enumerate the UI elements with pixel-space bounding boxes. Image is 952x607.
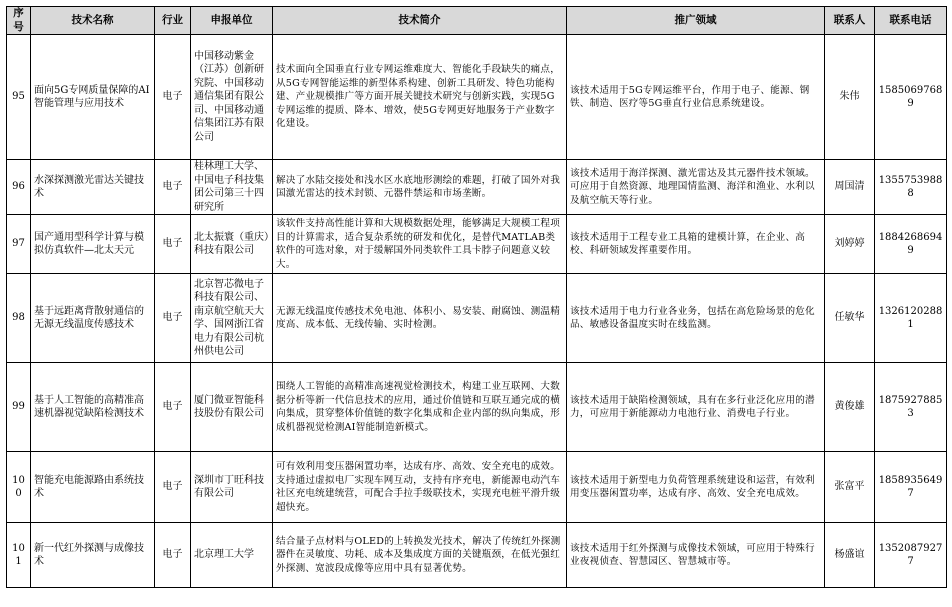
row-unit: 北太振寰（重庆）科技有限公司 xyxy=(191,215,273,274)
row-field: 该技术适用于新型电力负荷管理系统建设和运营，有效利用变压器闲置功率，达成有序、高效、安全充电成效。 xyxy=(567,452,825,523)
row-intro-text: 围绕人工智能的高精准高速视觉检测技术，构建工业互联网、大数据分析等新一代信息技术的应用，通过价值链和互联互通完成的横向集成，贯穿整体价值链的数字化集成和企业内部的纵向集成，形成机器视觉检测AI智能制造新模式。 xyxy=(276,381,561,433)
table-row xyxy=(7,452,947,523)
row-unit: 北京智芯微电子科技有限公司、南京航空航天大学、国网浙江省电力有限公司杭州供电公司 xyxy=(191,274,273,363)
row-contact: 杨盛谊 xyxy=(825,523,875,588)
table-row xyxy=(7,363,947,452)
row-name: 面向5G专网质量保障的AI智能管理与应用技术 xyxy=(31,35,155,160)
row-intro xyxy=(273,215,567,274)
row-intro xyxy=(273,452,567,523)
row-field: 该技术适用于缺陷检测领域，具有在多行业泛化应用的潜力，可应用于新能源动力电池行业、消费电子行业。 xyxy=(567,363,825,452)
header-field: 推广领域 xyxy=(567,7,825,35)
row-field: 该技术适用于5G专网运维平台，作用于电子、能源、钢铁、制造、医疗等5G垂直行业信息系统建设。 xyxy=(567,35,825,160)
row-name: 基于人工智能的高精准高速机器视觉缺陷检测技术 xyxy=(31,363,155,452)
row-phone: 18842686949 xyxy=(875,215,947,274)
header-no: 序号 xyxy=(7,7,31,35)
row-industry: 电子 xyxy=(155,160,191,215)
row-intro xyxy=(273,363,567,452)
row-name: 新一代红外探测与成像技术 xyxy=(31,523,155,588)
row-field: 该技术适用于红外探测与成像技术领域，可应用于特殊行业夜视侦查、智慧园区、智慧城市等。 xyxy=(567,523,825,588)
row-contact: 张富平 xyxy=(825,452,875,523)
row-no: 98 xyxy=(7,274,31,363)
row-industry: 电子 xyxy=(155,452,191,523)
header-name: 技术名称 xyxy=(31,7,155,35)
row-contact: 任敏华 xyxy=(825,274,875,363)
row-phone: 15850697689 xyxy=(875,35,947,160)
row-contact: 周国清 xyxy=(825,160,875,215)
row-contact: 黄俊雄 xyxy=(825,363,875,452)
row-no: 99 xyxy=(7,363,31,452)
row-intro xyxy=(273,274,567,363)
row-phone: 13520879277 xyxy=(875,523,947,588)
table-row xyxy=(7,35,947,160)
row-industry: 电子 xyxy=(155,523,191,588)
row-unit: 深圳市丁旺科技有限公司 xyxy=(191,452,273,523)
row-intro xyxy=(273,35,567,160)
row-name: 智能充电能源路由系统技术 xyxy=(31,452,155,523)
header-unit: 申报单位 xyxy=(191,7,273,35)
table-row xyxy=(7,274,947,363)
header-industry: 行业 xyxy=(155,7,191,35)
row-unit: 桂林理工大学、中国电子科技集团公司第三十四研究所 xyxy=(191,160,273,215)
row-field: 该技术适用于工程专业工具箱的建模计算，在企业、高校、科研领域发挥重要作用。 xyxy=(567,215,825,274)
row-intro-text: 结合量子点材料与OLED的上转换发光技术，解决了传统红外探测器件在灵敏度、功耗、成本及集成度方面的关键瓶颈，在低光强红外探测、宽波段成像等应用中具有显著优势。 xyxy=(276,535,561,574)
row-contact: 刘婷婷 xyxy=(825,215,875,274)
table-row xyxy=(7,523,947,588)
row-intro-text: 无源无线温度传感技术免电池、体积小、易安装、耐腐蚀、测温精度高、成本低、无线传输、实时检测。 xyxy=(276,305,561,330)
header-contact: 联系人 xyxy=(825,7,875,35)
row-industry: 电子 xyxy=(155,215,191,274)
row-intro-text: 该软件支持高性能计算和大规模数据处理，能够满足大规模工程项目的计算需求，适合复杂系统的研发和优化，是替代MATLAB类软件的可选对象，对于缓解国外同类软件工具卡脖子问题意义较大。 xyxy=(276,218,561,270)
row-intro-text: 技术面向全国垂直行业专网运维难度大、智能化手段缺失的痛点，从5G专网智能运维的新型体系构建、创新工具研发、特色功能构建、产业规模推广等方面开展关键技术研究与创新实践，实现5G专网运维的提质、降本、增效，使5G专网更好地服务于产业数字化建设。 xyxy=(276,64,561,130)
table-row xyxy=(7,160,947,215)
row-name: 国产通用型科学计算与模拟仿真软件—北太天元 xyxy=(31,215,155,274)
row-unit: 中国移动紫金（江苏）创新研究院、中国移动通信集团有限公司、中国移动通信集团江苏有限公司 xyxy=(191,35,273,160)
row-no: 100 xyxy=(7,452,31,523)
technology-table xyxy=(6,6,947,588)
row-intro xyxy=(273,160,567,215)
row-unit: 北京理工大学 xyxy=(191,523,273,588)
row-no: 96 xyxy=(7,160,31,215)
row-intro xyxy=(273,523,567,588)
row-no: 95 xyxy=(7,35,31,160)
row-phone: 13557539888 xyxy=(875,160,947,215)
row-contact: 朱伟 xyxy=(825,35,875,160)
row-intro-text: 可有效利用变压器闲置功率，达成有序、高效、安全充电的成效。支持通过虚拟电厂实现车网互动，支持有序充电，新能源电动汽车社区充电统建统营，可配合手拉手级联技术，实现充电桩平滑升级超快充。 xyxy=(276,461,561,513)
header-row xyxy=(7,7,947,35)
row-name: 基于远距离背散射通信的无源无线温度传感技术 xyxy=(31,274,155,363)
row-no: 97 xyxy=(7,215,31,274)
table-row xyxy=(7,215,947,274)
row-industry: 电子 xyxy=(155,35,191,160)
header-phone: 联系电话 xyxy=(875,7,947,35)
row-name: 水深探测激光雷达关键技术 xyxy=(31,160,155,215)
row-phone: 18589356497 xyxy=(875,452,947,523)
row-industry: 电子 xyxy=(155,363,191,452)
header-intro: 技术简介 xyxy=(273,7,567,35)
row-phone: 18759278853 xyxy=(875,363,947,452)
row-industry: 电子 xyxy=(155,274,191,363)
row-unit: 厦门微亚智能科技股份有限公司 xyxy=(191,363,273,452)
row-field: 该技术适用于电力行业各业务，包括在高危险场景的危化品、敏感设备温度实时在线监测。 xyxy=(567,274,825,363)
row-intro-text: 解决了水陆交接处和浅水区水底地形测绘的难题，打破了国外对我国激光雷达的技术封锁、元器件禁运和市场垄断。 xyxy=(276,174,561,199)
row-no: 101 xyxy=(7,523,31,588)
row-field: 该技术适用于海洋探测、激光雷达及其元器件技术领域。可应用于自然资源、地理国情监测、海洋和渔业、水利以及航空航天等行业。 xyxy=(567,160,825,215)
row-phone: 13261202881 xyxy=(875,274,947,363)
